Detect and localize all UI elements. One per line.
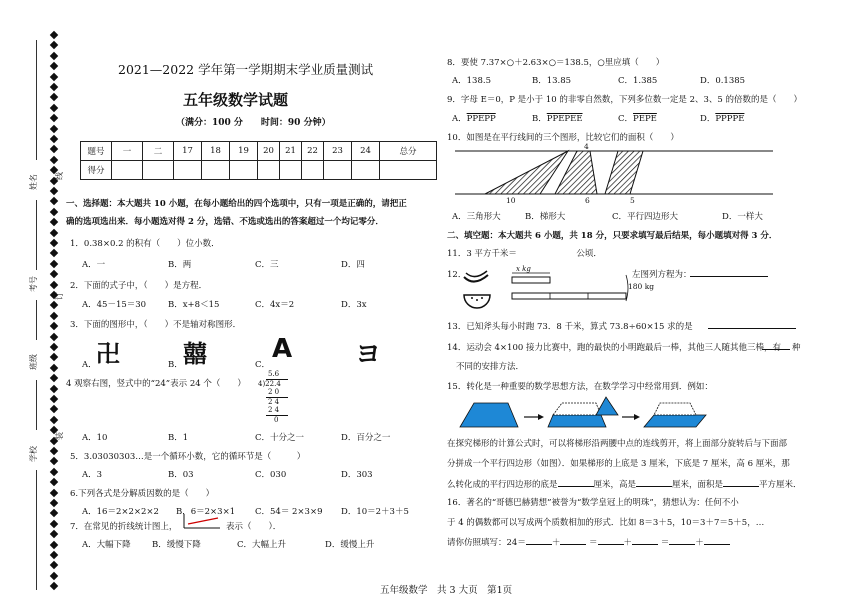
option: C．54＝ 2×3×9 <box>255 507 323 517</box>
answer-blank[interactable] <box>690 276 768 277</box>
option: B．13.85 <box>532 76 572 86</box>
score-table-header-row <box>81 142 437 161</box>
answer-blank[interactable] <box>526 535 552 545</box>
binding-diamond <box>50 114 58 122</box>
question-text: 1．0.38×0.2 的积有（ ）位小数． <box>70 239 220 249</box>
question-text: 13．已知斧头每小时跑 73．8 千米，算式 73.8÷60×15 求的是 <box>447 322 693 332</box>
binding-diamond <box>50 468 58 476</box>
option: C．030 <box>255 470 287 480</box>
option: A．3 <box>82 470 103 480</box>
division-step: 2 4 <box>268 397 280 406</box>
watermelon-icon <box>464 295 490 308</box>
score-input-cell[interactable] <box>202 161 230 180</box>
binding-marker-staple: 订 <box>55 292 64 300</box>
option: D．0.1385 <box>700 76 746 86</box>
binding-line <box>36 470 37 590</box>
binding-diamond <box>50 31 58 39</box>
question-text: 10．如图是在平行线间的三个图形，比较它们的面积（ ） <box>447 133 679 143</box>
bar-model-figure <box>460 263 630 311</box>
binding-diamond <box>50 374 58 382</box>
binding-diamond <box>50 447 58 455</box>
binding-diamond <box>50 322 58 330</box>
answer-blank[interactable] <box>723 477 759 487</box>
option: C．十分之一 <box>255 433 305 443</box>
binding-label-school: 学校 <box>29 446 38 462</box>
exam-meta: （满分：100 分 时间：90 分钟） <box>176 118 331 128</box>
score-cell: 20 <box>258 142 280 161</box>
figure-label: 6 <box>585 196 590 205</box>
question-text: 15．转化是一种重要的数学思想方法，在数学学习中经常用到．例如： <box>447 382 713 392</box>
exam-subtitle: 五年级数学试题 <box>183 91 289 109</box>
option <box>618 112 657 124</box>
parallelogram-shape <box>605 151 643 194</box>
division-step: 0 <box>274 415 279 424</box>
binding-diamond <box>50 405 58 413</box>
answer-blank[interactable] <box>636 477 672 487</box>
paragraph-line <box>447 477 802 490</box>
figure-label: 10 <box>506 196 516 205</box>
question-text: 表示（ ）． <box>226 522 282 532</box>
option: D．一样大 <box>722 212 763 222</box>
binding-diamond <box>50 384 58 392</box>
option: D．10＝2＋3＋5 <box>341 507 409 517</box>
binding-diamond <box>50 332 58 340</box>
score-cell: 22 <box>302 142 324 161</box>
binding-label-name: 姓名 <box>29 174 38 190</box>
question-text: 8．要使 7.37×○＋2.63×○＝138.5，○里应填（ ） <box>447 58 665 68</box>
binding-diamond <box>50 93 58 101</box>
option <box>452 112 496 124</box>
option: B．6＝2×3×1 <box>176 507 236 517</box>
option: C．1.385 <box>618 76 658 86</box>
question-number: 12． <box>447 270 467 280</box>
option: D．3x <box>341 300 367 310</box>
option: A．138.5 <box>452 76 491 86</box>
binding-diamond-column <box>50 32 60 592</box>
option-value: PPEPP <box>466 114 496 124</box>
answer-blank[interactable] <box>669 535 695 545</box>
binding-diamond <box>50 353 58 361</box>
option: A．大幅下降 <box>82 540 131 550</box>
division-dividend: 4)22.4 <box>258 379 281 388</box>
score-input-cell[interactable] <box>174 161 202 180</box>
option: B．03 <box>168 470 194 480</box>
line-chart-segment-icon <box>182 512 222 530</box>
binding-diamond <box>50 488 58 496</box>
swastika-figure-icon: 卍 <box>96 339 120 368</box>
binding-diamond <box>50 520 58 528</box>
option-value: PPPPE <box>715 114 745 124</box>
triangle-shape <box>485 151 568 194</box>
binding-diamond <box>50 52 58 60</box>
section1-heading: 确的选项选出来．每小题选对得 2 分，选错、不选或选出的答案超过一个均记零分． <box>66 217 384 227</box>
binding-diamond <box>50 457 58 465</box>
option: D．303 <box>341 470 373 480</box>
score-input-cell[interactable] <box>143 161 174 180</box>
binding-diamond <box>50 104 58 112</box>
question-text: 14．运动会 4×100 接力比赛中，跑的最快的小明跑最后一棒，其他三人随其他三棒，有 <box>447 343 781 353</box>
question-text: 4 观察右图，竖式中的“24”表示 24 个（ ） <box>66 379 246 389</box>
double-happiness-figure-icon: 囍 <box>183 339 207 368</box>
option: B．梯形大 <box>525 212 566 222</box>
division-step: 2 0 <box>268 388 280 396</box>
arrow-right-icon <box>634 414 640 420</box>
option: A．45－15＝30 <box>82 300 147 310</box>
binding-diamond <box>50 312 58 320</box>
option: C．三 <box>255 260 279 270</box>
paragraph-line: 请你仿照填写：24＝ ＋ ＝ ＋ ＝ ＋ <box>447 535 730 548</box>
binding-diamond <box>50 582 58 590</box>
option: A．三角形大 <box>452 212 501 222</box>
binding-diamond <box>50 145 58 153</box>
long-division-figure <box>258 370 298 424</box>
page-footer: 五年级数学 共 3 大页 第1页 <box>380 585 513 596</box>
reversed-e-figure-icon: ヨ <box>355 340 382 370</box>
option: B．1 <box>168 433 189 443</box>
option: B．两 <box>168 260 192 270</box>
paragraph-fragment: 请你仿照填写：24＝ <box>447 538 526 548</box>
score-cell: 23 <box>324 142 352 161</box>
binding-diamond <box>50 551 58 559</box>
binding-diamond <box>50 135 58 143</box>
option: D．百分之一 <box>341 433 391 443</box>
option: A．10 <box>82 433 108 443</box>
binding-diamond <box>50 83 58 91</box>
paragraph-fragment: 么转化成的平行四边形的底是 <box>447 480 558 490</box>
question-text: 6.下列各式是分解质因数的是（ ） <box>70 489 215 499</box>
option-label: B． <box>532 114 547 124</box>
binding-diamond <box>50 478 58 486</box>
score-input-cell[interactable] <box>302 161 324 180</box>
paragraph-line: 在探究梯形的计算公式时，可以将梯形沿两腰中点的连线剪开，将上面部分旋转后与下面部 <box>447 439 788 449</box>
answer-blank[interactable] <box>558 477 594 487</box>
section1-heading: 一、选择题：本大题共 10 小题，在每小题给出的四个选项中，只有一项是正确的，请把正 <box>66 199 407 209</box>
option-label: C． <box>618 114 634 124</box>
binding-diamond <box>50 561 58 569</box>
score-input-cell[interactable] <box>280 161 302 180</box>
question-text: 11．3 平方千米＝ 公顷． <box>447 249 602 259</box>
question-text: 2．下面的式子中，（ ）是方程． <box>70 281 208 291</box>
paragraph-line: 于 4 的偶数都可以写成两个质数相加的形式．比如 8＝3＋5，10＝3＋7＝5＋5，… <box>447 518 765 528</box>
division-step: 2 4 <box>268 406 280 414</box>
trapezoid-transform-figure <box>456 393 711 431</box>
binding-diamond <box>50 197 58 205</box>
binding-diamond <box>50 187 58 195</box>
option: B．缓慢下降 <box>152 540 201 550</box>
binding-diamond <box>50 301 58 309</box>
answer-blank[interactable] <box>708 328 796 329</box>
exam-title: 2021—2022 学年第一学期期末学业质量测试 <box>118 62 374 77</box>
score-cell: 得分 <box>81 161 112 180</box>
score-input-cell[interactable] <box>258 161 280 180</box>
option <box>700 112 744 124</box>
binding-diamond <box>50 343 58 351</box>
option: A．一 <box>82 260 106 270</box>
option <box>532 112 583 124</box>
score-input-cell[interactable] <box>380 161 437 180</box>
binding-diamond <box>50 280 58 288</box>
binding-diamond <box>50 416 58 424</box>
binding-label-exam-number: 考号 <box>29 276 38 292</box>
paragraph-fragment: 平方厘米． <box>759 480 802 490</box>
letter-a-figure-icon: A <box>272 334 293 364</box>
answer-blank[interactable] <box>598 535 624 545</box>
score-input-cell[interactable] <box>324 161 352 180</box>
score-table <box>80 141 437 180</box>
score-cell: 一 <box>112 142 143 161</box>
division-quotient: 5.6 <box>268 370 280 378</box>
option-label: A． <box>452 114 467 124</box>
answer-blank[interactable] <box>632 535 658 545</box>
binding-diamond <box>50 509 58 517</box>
question-text: 7．在常见的折线统计图上， <box>70 522 178 532</box>
binding-diamond <box>50 572 58 580</box>
score-cell: 18 <box>202 142 230 161</box>
score-cell: 二 <box>143 142 174 161</box>
bar-label: x kg <box>516 265 531 273</box>
binding-diamond <box>50 530 58 538</box>
binding-diamond <box>50 395 58 403</box>
question-text: 不同的安排方法． <box>456 362 525 372</box>
question-text: 种 <box>792 343 801 353</box>
score-cell: 24 <box>352 142 380 161</box>
score-table-score-row <box>81 161 437 180</box>
binding-line <box>36 40 37 160</box>
option: B．x+8＜15 <box>168 300 220 310</box>
answer-blank[interactable] <box>560 535 586 545</box>
trapezoid-shape <box>460 403 518 427</box>
figure-label: 4 <box>584 142 589 151</box>
binding-line <box>36 380 37 430</box>
option: B． <box>168 360 183 370</box>
score-cell: 21 <box>280 142 302 161</box>
option-value: PPEPEE <box>546 114 583 124</box>
binding-diamond <box>50 499 58 507</box>
binding-diamond <box>50 228 58 236</box>
option: C．4x＝2 <box>255 300 295 310</box>
binding-diamond <box>50 540 58 548</box>
bar-total-label: 180 kg <box>628 282 655 291</box>
option-label: D． <box>700 114 716 124</box>
binding-diamond <box>50 260 58 268</box>
binding-marker-bind: 装 <box>55 432 64 440</box>
paragraph-fragment: 厘米，面积是 <box>672 480 724 490</box>
binding-diamond <box>50 218 58 226</box>
paragraph-line: 分拼成一个平行四边形（如图）．如果梯形的上底是 3 厘米，下底是 7 厘米，高 6 厘米，那 <box>447 459 790 469</box>
score-cell: 17 <box>174 142 202 161</box>
binding-diamond <box>50 156 58 164</box>
option-value: PEPE <box>633 114 657 124</box>
score-cell: 题号 <box>81 142 112 161</box>
score-input-cell[interactable] <box>352 161 380 180</box>
answer-blank[interactable] <box>704 535 730 545</box>
binding-marker-line: 线 <box>55 172 64 180</box>
option: C．大幅上升 <box>237 540 287 550</box>
question-text: 9．字母 E＝0，P 是小于 10 的非零自然数，下列多位数一定是 2、3、5 的倍数的是（ ） <box>447 95 802 105</box>
score-input-cell[interactable] <box>230 161 258 180</box>
option: A． <box>82 360 97 370</box>
question-text: 3．下面的图形中，（ ）不是轴对称图形． <box>70 320 242 330</box>
figure-label: 5 <box>630 196 635 205</box>
section2-heading: 二、填空题：本大题共 6 小题，共 18 分，只要求填写最后结果，每小题填对得 3 分． <box>447 231 778 241</box>
score-cell: 19 <box>230 142 258 161</box>
paragraph-fragment: 厘米，高是 <box>593 480 637 490</box>
binding-diamond <box>50 364 58 372</box>
binding-line <box>36 200 37 270</box>
score-cell: 总分 <box>380 142 437 161</box>
option: C．平行四边形大 <box>612 212 679 222</box>
binding-line <box>36 300 37 340</box>
binding-label-class: 班级 <box>29 354 38 370</box>
binding-diamond <box>50 208 58 216</box>
binding-diamond <box>50 62 58 70</box>
option: D．缓慢上升 <box>325 540 375 550</box>
score-input-cell[interactable] <box>112 161 143 180</box>
paragraph-line: 16．著名的“哥德巴赫猜想”被誉为“数学皇冠上的明珠”，猜想认为：任何不小 <box>447 498 739 508</box>
answer-blank[interactable] <box>762 349 790 350</box>
binding-diamond <box>50 270 58 278</box>
parallel-lines-figure <box>455 143 775 205</box>
binding-diamond <box>50 41 58 49</box>
binding-diamond <box>50 72 58 80</box>
binding-diamond <box>50 239 58 247</box>
question-text: 5．3.03030303…是一个循环小数，它的循环节是（ ） <box>70 452 306 462</box>
parallelogram-shape <box>644 415 706 427</box>
option: D．四 <box>341 260 365 270</box>
option: A．16＝2×2×2×2 <box>82 507 159 517</box>
question-text: 左图列方程为： <box>632 270 692 280</box>
arrow-right-icon <box>538 414 544 420</box>
binding-diamond <box>50 124 58 132</box>
binding-diamond <box>50 249 58 257</box>
option: C． <box>255 360 271 370</box>
